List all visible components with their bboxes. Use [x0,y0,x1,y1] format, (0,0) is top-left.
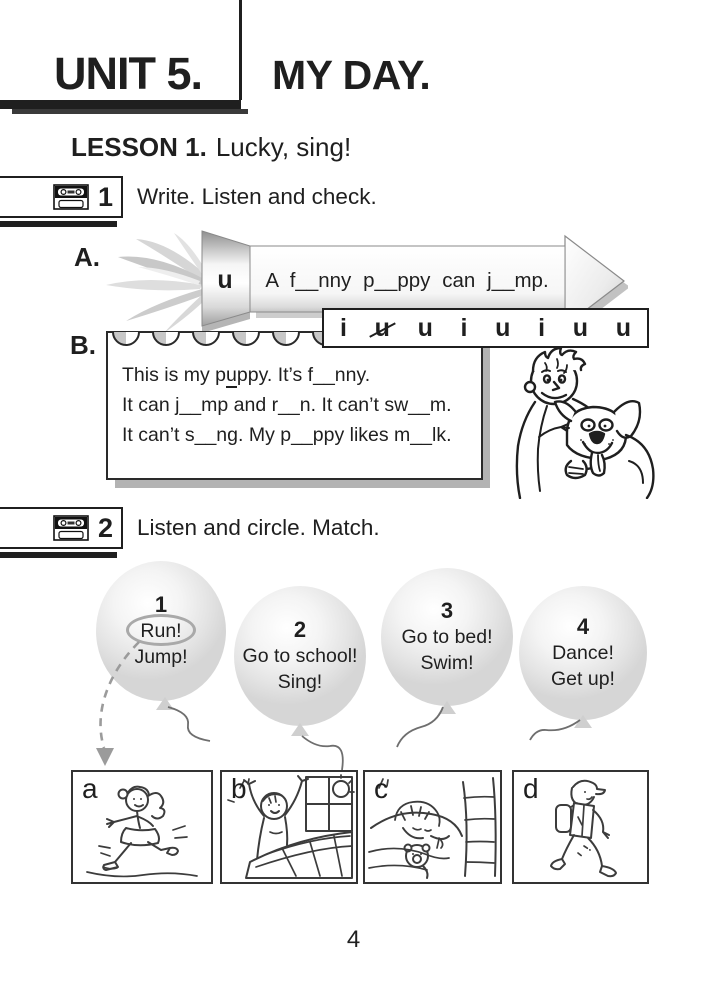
balloon-action[interactable]: Go to school! [242,645,358,667]
exercise-1-instruction: Write. Listen and check. [137,184,377,209]
balloon-number: 2 [293,617,307,642]
part-a-label: A. [74,242,100,272]
letter-option[interactable]: u [495,313,511,342]
letter-option[interactable]: u [417,313,433,342]
picture-card-d[interactable] [512,770,649,884]
exercise-2-header-shadow [0,552,117,558]
circled-answer[interactable]: Run! [140,618,181,644]
picture-label: c [374,773,388,804]
paper-line-3: It can’t s__ng. My p__ppy likes m__lk. [122,424,452,446]
feather-tail-decoration [106,233,208,333]
letter-option[interactable]: u [615,313,631,342]
exercise-2-instruction: Listen and circle. Match. [137,515,380,540]
picture-label: d [523,773,539,804]
exercise-number: 1 [97,181,113,212]
balloon-string [393,704,453,752]
picture-label: a [82,773,98,804]
letter-option[interactable]: i [340,313,347,342]
balloon-action[interactable]: Swim! [420,652,474,674]
picture-card-b[interactable] [220,770,358,884]
page-number: 4 [346,926,361,953]
exercise-1-header-shadow [0,221,117,227]
balloon-4[interactable] [519,586,647,720]
balloon-number: 4 [576,614,590,639]
paper-line-1: This is my puppy. It’s f__nny. [122,364,371,386]
balloon-2[interactable] [234,586,366,726]
written-answer: u [226,364,237,386]
balloon-action[interactable]: Dance! [552,642,614,664]
picture-card-a[interactable] [71,770,213,884]
unit-underline-bar-shadow [12,109,248,114]
cassette-icon [53,184,89,210]
letter-option-crossed[interactable]: u [375,314,390,343]
chapter-title: MY DAY. [272,52,431,98]
lesson-label: LESSON 1. [71,132,207,162]
cassette-icon [53,515,89,541]
exercise-2-header [0,507,123,549]
lesson-title: Lucky, sing! [215,132,352,162]
exercise-1-header [0,176,123,218]
lesson-heading [71,132,351,163]
letter-choice-strip [322,308,649,348]
arrow-sentence: A f__nny p__ppy can j__mp. [265,269,549,292]
balloon-string [528,716,588,756]
balloon-number: 1 [154,592,168,617]
unit-title: UNIT 5. [54,48,203,99]
paper-text [122,360,478,450]
letter-option[interactable]: u [572,313,589,342]
picture-card-c[interactable] [363,770,502,884]
part-b-label: B. [70,330,96,360]
balloon-number: 3 [440,598,454,623]
picture-label: b [231,773,247,804]
unit-underline-bar [0,100,241,109]
match-arrow [85,630,161,772]
letter-option[interactable]: i [460,313,468,342]
balloon-action[interactable]: Jump! [134,646,188,668]
balloon-action[interactable]: Get up! [551,668,615,690]
balloon-string [166,703,226,751]
balloon-3[interactable] [381,568,513,706]
boy-with-puppy-illustration [497,341,669,499]
letter-option[interactable]: i [538,313,546,342]
paper-line-2: It can j__mp and r__n. It can’t sw__m. [122,394,452,416]
balloon-action[interactable]: Go to bed! [401,626,493,648]
balloon-action[interactable]: Sing! [277,671,323,693]
exercise-number: 2 [97,512,113,543]
arrow-key-letter: u [217,266,233,294]
